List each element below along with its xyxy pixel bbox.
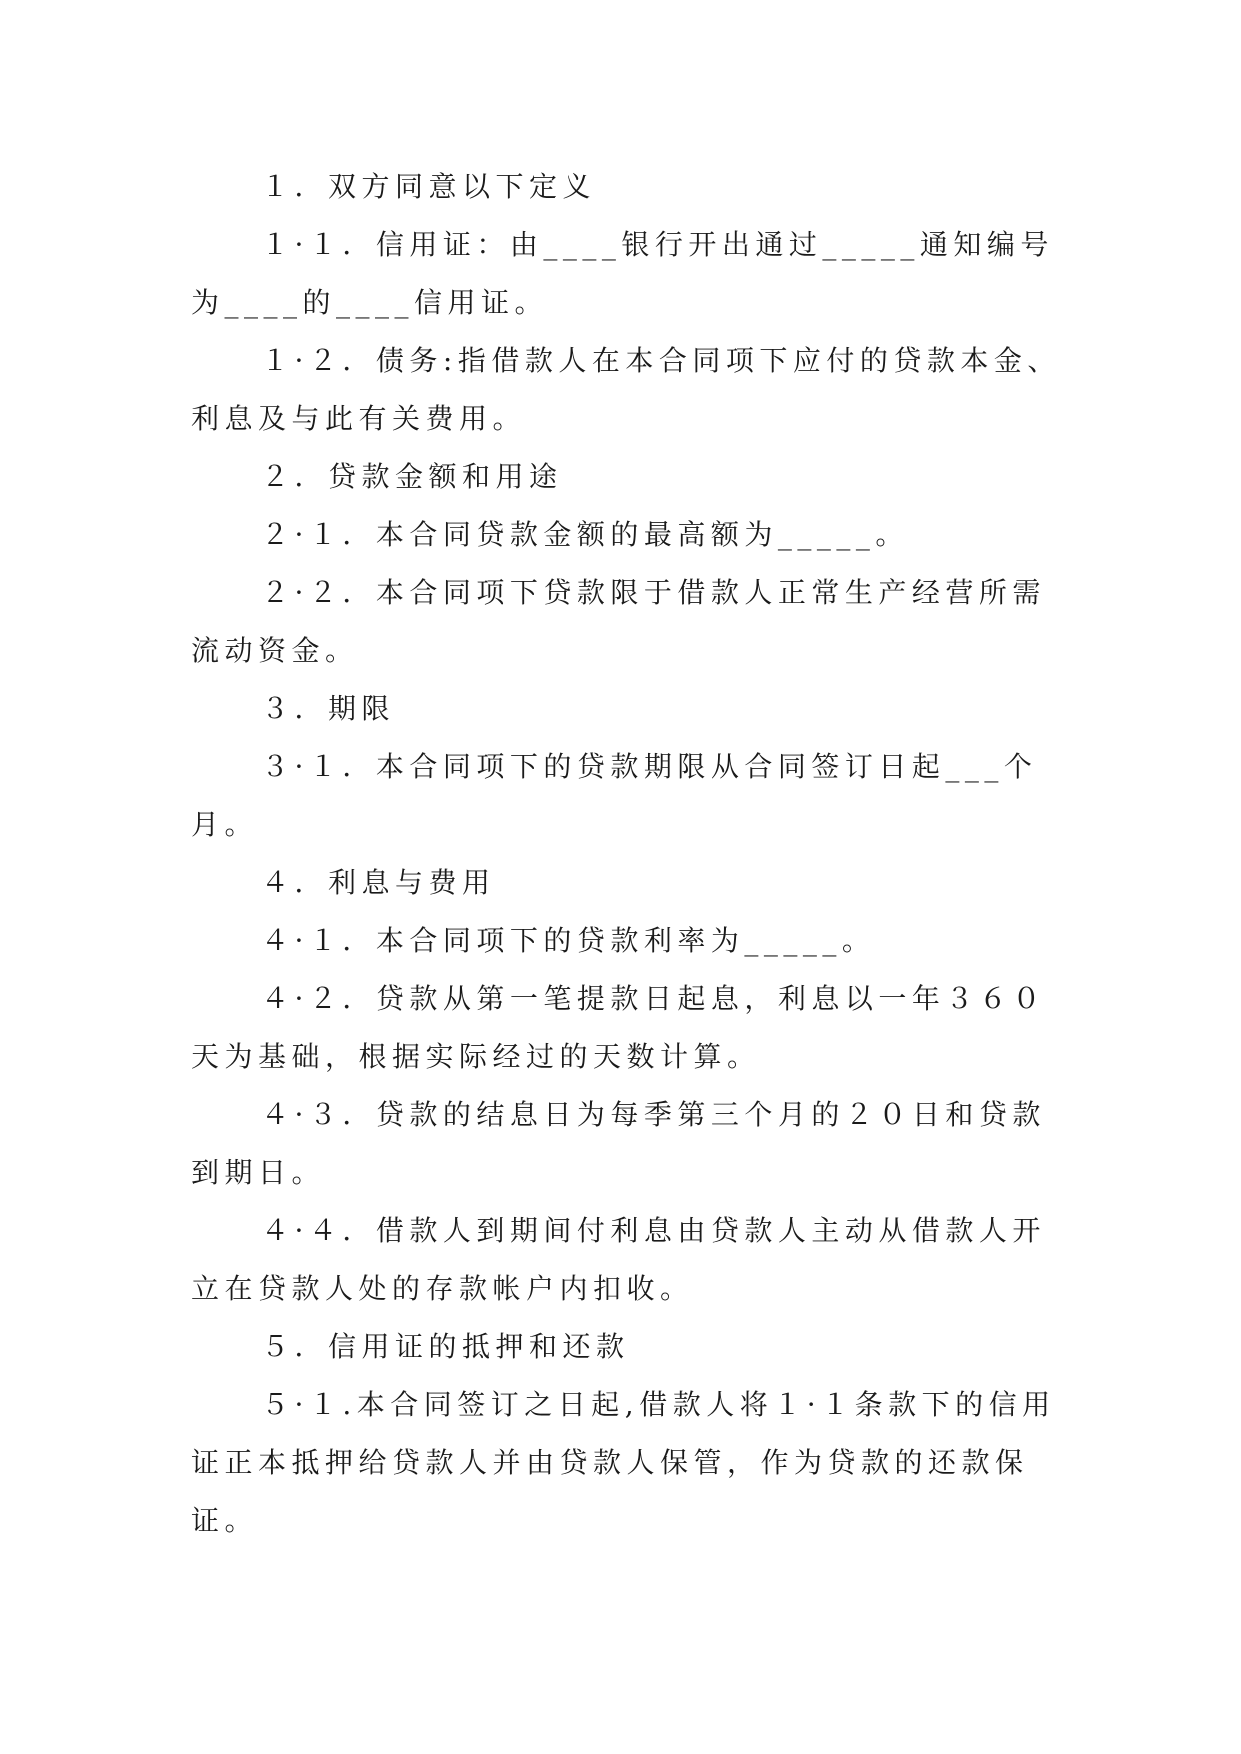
clause-1-2: １·２．债务:指借款人在本合同项下应付的贷款本金、利息及与此有关费用。	[191, 344, 1061, 435]
section-heading-2: ２．贷款金额和用途	[261, 460, 563, 493]
clause-4-1: ４·１．本合同项下的贷款利率为_____。	[261, 924, 876, 957]
clause-2-1: ２·１．本合同贷款金额的最高额为_____。	[261, 518, 909, 551]
clause-4-3: ４·３．贷款的结息日为每季第三个月的２０日和贷款到期日。	[191, 1098, 1046, 1189]
section-heading-5: ５．信用证的抵押和还款	[261, 1330, 630, 1363]
clause-5-1: ５·１.本合同签订之日起,借款人将１·１条款下的信用证正本抵押给贷款人并由贷款人保管，作为贷款的还款保证。	[191, 1388, 1056, 1537]
clause-1-1: １·１．信用证：由____银行开出通过_____通知编号为____的____信用证。	[191, 228, 1054, 319]
clause-2-2: ２·２．本合同项下贷款限于借款人正常生产经营所需流动资金。	[191, 576, 1046, 667]
clause-3-1: ３·１．本合同项下的贷款期限从合同签订日起___个月。	[191, 750, 1038, 841]
document-body	[191, 158, 1063, 1550]
section-heading-3: ３．期限	[261, 692, 396, 725]
section-heading-1: １．双方同意以下定义	[261, 170, 597, 203]
clause-4-4: ４·４．借款人到期间付利息由贷款人主动从借款人开立在贷款人处的存款帐户内扣收。	[191, 1214, 1046, 1305]
clause-4-2: ４·２．贷款从第一笔提款日起息，利息以一年３６０天为基础，根据实际经过的天数计算。	[191, 982, 1046, 1073]
section-heading-4: ４．利息与费用	[261, 866, 496, 899]
